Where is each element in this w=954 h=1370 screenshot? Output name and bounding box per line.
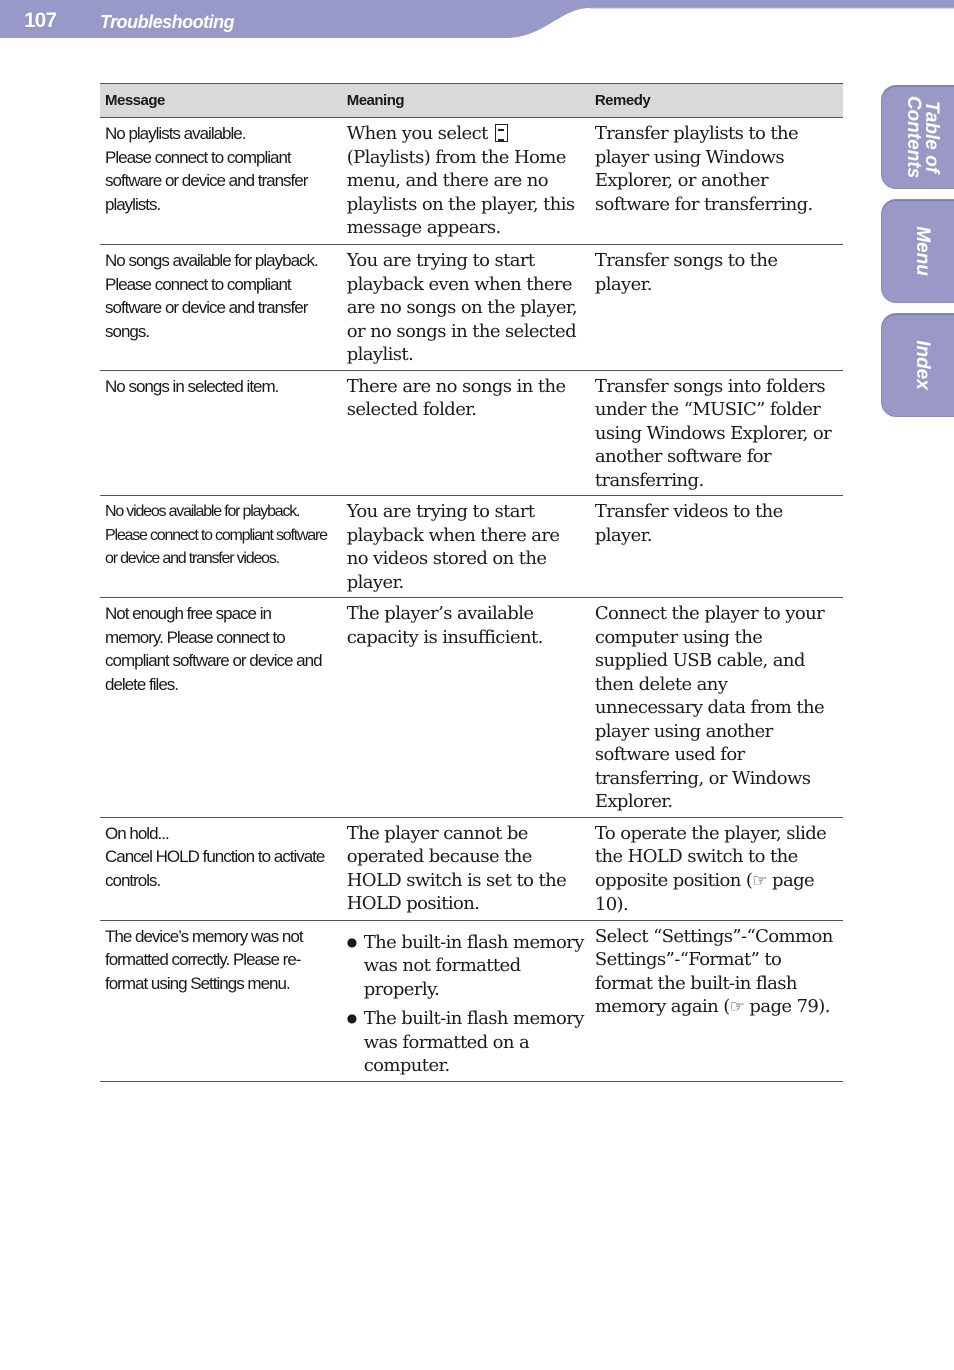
meaning-text: The player’s available capacity is insufficient. — [346, 603, 543, 648]
message-line: software or device and transfer — [105, 298, 308, 317]
message-line: The device’s memory was not — [105, 926, 303, 946]
message-line: playlists. — [105, 194, 161, 214]
table-row — [100, 245, 843, 371]
message-line: controls. — [105, 870, 161, 890]
remedy-text — [595, 925, 838, 1020]
remedy-text: Transfer playlists to the player using Windows Explorer, or another software for transferring. — [594, 123, 813, 215]
meaning-cell — [342, 817, 590, 920]
meaning-cell — [342, 118, 590, 245]
tab-table-of-contents[interactable] — [882, 86, 954, 188]
message-line: delete files. — [105, 674, 178, 694]
meaning-text: You are trying to start playback even when there are no songs on the player, or no songs in the selected playlist. — [346, 250, 578, 365]
troubleshooting-table — [100, 83, 843, 1082]
tab-label: Menu — [912, 226, 933, 276]
message-line: compliant software or device and — [105, 651, 322, 670]
message-line: format using Settings menu. — [105, 973, 290, 993]
meaning-cell — [342, 920, 590, 1081]
message-line: Cancel HOLD function to activate — [105, 847, 325, 866]
tab-menu[interactable] — [882, 200, 954, 302]
remedy-text-part: To operate the player, slide the HOLD switch to the opposite position ( — [594, 822, 827, 891]
table-row — [100, 817, 843, 920]
message-line: software or device and transfer — [105, 171, 308, 190]
message-line: Not enough free space in — [105, 604, 271, 623]
meaning-text — [347, 122, 585, 240]
meaning-cell — [342, 245, 590, 371]
column-header-remedy: Remedy — [590, 84, 843, 118]
page-number: 107 — [24, 9, 57, 32]
table-row — [100, 598, 843, 818]
section-title: Troubleshooting — [100, 12, 235, 32]
message-line: memory. Please connect to — [105, 627, 285, 647]
remedy-cell — [590, 118, 843, 245]
remedy-text: Connect the player to your computer using the supplied USB cable, and then delete any unnecessary data from the player using another software used for transferring, or Windows Explorer. — [594, 603, 825, 812]
remedy-cell — [590, 370, 843, 496]
message-line: or device and transfer videos. — [105, 550, 279, 567]
page-reference-icon: ☞ — [729, 997, 745, 1017]
remedy-cell — [590, 598, 843, 818]
column-header-meaning: Meaning — [342, 84, 590, 118]
message-line: No videos available for playback. — [105, 503, 300, 520]
page-header — [0, 0, 954, 40]
playlist-icon — [495, 124, 508, 142]
remedy-cell — [590, 920, 843, 1081]
message-line: Please connect to compliant software — [105, 526, 327, 544]
message-cell — [100, 817, 342, 920]
message-line: No songs in selected item. — [105, 376, 279, 396]
meaning-text-part: (Playlists) from the Home menu, and there are no playlists on the player, this message appears. — [346, 146, 575, 238]
meaning-bullet-list — [347, 931, 585, 1078]
bullet-item: ● The built-in flash memory was formatted on a computer. — [347, 1007, 585, 1078]
message-cell — [100, 245, 342, 371]
meaning-text: There are no songs in the selected folder. — [346, 375, 566, 420]
table-row — [100, 920, 843, 1081]
remedy-text-part: page 10). — [594, 869, 815, 915]
remedy-cell — [590, 245, 843, 371]
remedy-cell — [590, 496, 843, 598]
message-line: formatted correctly. Please re- — [105, 950, 301, 969]
remedy-text — [595, 822, 838, 917]
remedy-text: Transfer songs into folders under the “MUSIC” folder using Windows Explorer, or another software for transferring. — [594, 375, 832, 491]
message-line: Please connect to compliant — [105, 274, 291, 294]
table-row — [100, 370, 843, 496]
tab-index[interactable] — [882, 314, 954, 416]
meaning-cell — [342, 496, 590, 598]
message-line: Please connect to compliant — [105, 147, 291, 167]
message-cell — [100, 598, 342, 818]
remedy-text-part: Select “Settings”-“Common Settings”-“Format” to format the built-in flash memory again ( — [594, 925, 833, 1017]
meaning-cell — [342, 598, 590, 818]
message-cell — [100, 118, 342, 245]
tab-label: Table of Contents — [903, 95, 942, 179]
meaning-text: The player cannot be operated because the HOLD switch is set to the HOLD position. — [346, 822, 567, 914]
message-line: No songs available for playback. — [105, 251, 318, 270]
table-row — [100, 118, 843, 245]
message-cell — [100, 370, 342, 496]
page-reference-icon: ☞ — [752, 870, 767, 891]
message-line: On hold... — [105, 823, 169, 843]
meaning-text: You are trying to start playback when there are no videos stored on the player. — [346, 501, 560, 593]
remedy-text: Transfer songs to the player. — [594, 250, 778, 295]
message-cell — [100, 496, 342, 598]
column-header-message: Message — [100, 84, 342, 118]
bullet-item: ● The built-in flash memory was not formatted properly. — [347, 931, 585, 1002]
tab-label: Index — [912, 340, 933, 390]
table-row — [100, 496, 843, 598]
remedy-text-part: page 79). — [744, 996, 830, 1017]
table-header-row — [100, 84, 843, 118]
remedy-text: Transfer videos to the player. — [594, 501, 783, 546]
meaning-text-part: When you select — [346, 123, 493, 144]
remedy-cell — [590, 817, 843, 920]
message-cell — [100, 920, 342, 1081]
message-line: songs. — [105, 321, 150, 341]
message-line: No playlists available. — [105, 124, 246, 143]
meaning-cell — [342, 370, 590, 496]
